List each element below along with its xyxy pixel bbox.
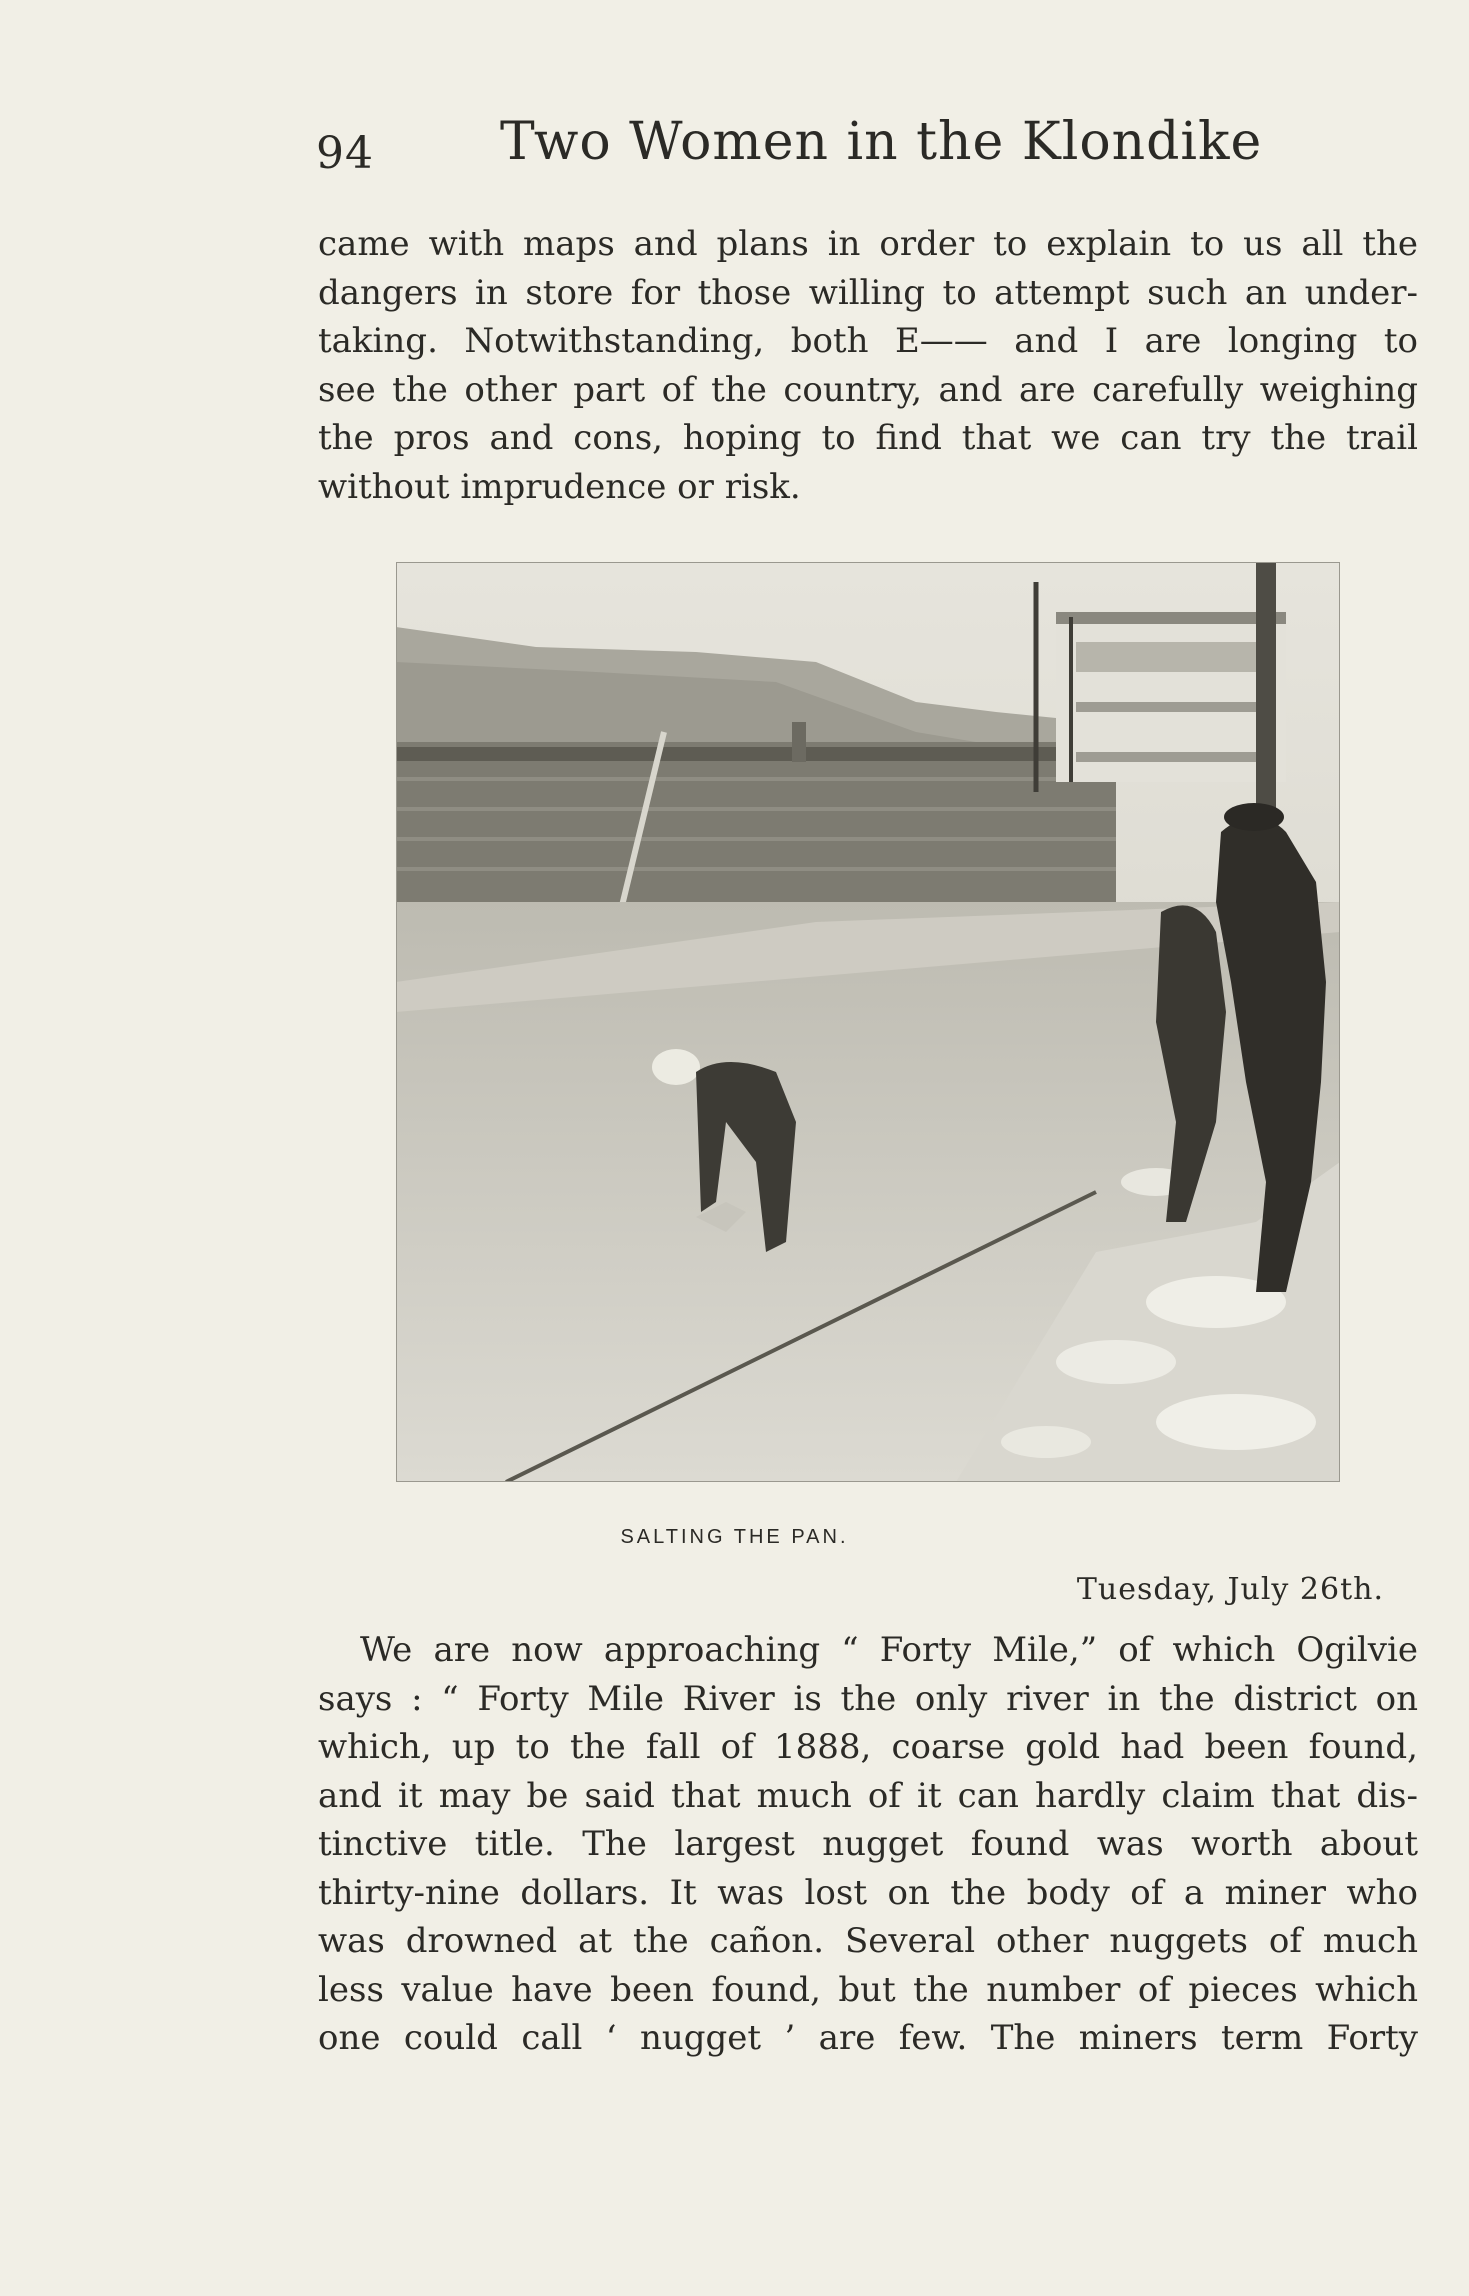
paragraph-2-line: which, up to the fall of 1888, coarse gold had been found, — [318, 1727, 1418, 1767]
paragraph-2 — [318, 1626, 1418, 2063]
entry-date: Tuesday, July 26th. — [1076, 1572, 1384, 1607]
paragraph-2-line: thirty-nine dollars. It was lost on the body of a miner who — [318, 1872, 1418, 1913]
paragraph-1-line: dangers in store for those willing to attempt such an under- — [318, 272, 1418, 313]
photograph-salting-the-pan — [396, 562, 1340, 1482]
paragraph-1-line: came with maps and plans in order to explain to us all the — [318, 224, 1418, 264]
paragraph-2-line: says : “ Forty Mile River is the only river in the district on — [318, 1678, 1418, 1719]
paragraph-2-line: was drowned at the cañon. Several other nuggets of much — [318, 1921, 1418, 1961]
paragraph-2-line: one could call ‘ nugget ’ are few. The miners term Forty — [318, 2018, 1418, 2058]
paragraph-1-line: without imprudence or risk. — [318, 466, 801, 507]
paragraph-1 — [318, 220, 1418, 511]
running-head: Two Women in the Klondike — [500, 112, 1263, 172]
paragraph-2-line: and it may be said that much of it can hardly claim that dis- — [318, 1775, 1418, 1816]
figure-caption: SALTING THE PAN. — [620, 1526, 849, 1548]
paragraph-2-line: less value have been found, but the number of pieces which — [318, 1969, 1418, 2010]
page-number: 94 — [316, 128, 374, 179]
paragraph-2-line: tinctive title. The largest nugget found was worth about — [318, 1824, 1418, 1864]
paragraph-2-line: We are now approaching “ Forty Mile,” of which Ogilvie — [360, 1630, 1418, 1670]
paragraph-1-line: the pros and cons, hoping to find that we can try the trail — [318, 418, 1418, 458]
paragraph-1-line: see the other part of the country, and are carefully weighing — [318, 369, 1418, 410]
photograph-image — [396, 562, 1340, 1482]
paragraph-1-line: taking. Notwithstanding, both E—— and I are longing to — [318, 321, 1418, 361]
